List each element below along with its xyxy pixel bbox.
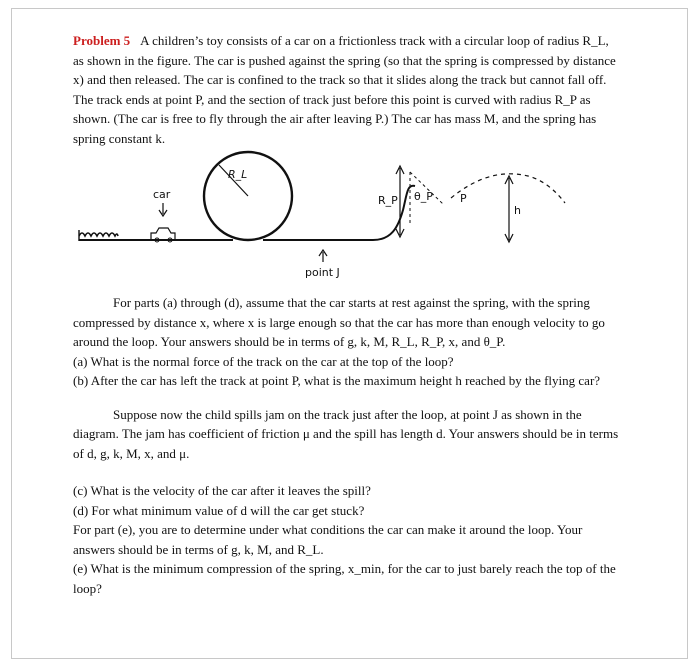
car-drawing [151,228,175,239]
parts-ad-intro: For parts (a) through (d), assume that the car starts at rest against the spring, with the spring compressed by distance x, where x is large enough so that the car has more than enough velocity to go around the loop. Your answers should be in terms of g, k, M, R_L, R_P, x, and θ_P. [73,295,605,349]
track-figure [73,148,621,293]
problem-intro-text: A children’s toy consists of a car on a frictionless track with a circular loop of radius R_L, as shown in the figure. The car is pushed against the spring (so that the spring is compressed by distance x) and then released. The car is confined to the track so that it slides along the track but cannot fall off. The track ends at point P, and the section of track just before this point is curved with radius R_P as shown. (The car is free to fly through the air after leaving P.) The car has mass M, and the spring has spring constant k. [73,33,616,146]
point-p-label: P [460,192,467,205]
part-c: (c) What is the velocity of the car after it leaves the spill? [73,483,371,498]
part-b: (b) After the car has left the track at point P, what is the maximum height h reached by the flying car? [73,373,601,388]
point-j-label: point J [305,266,340,279]
part-e-intro: For part (e), you are to determine under what conditions the car can make it around the loop. Your answers should be in terms of g, k, M, and R_L. [73,522,583,557]
track-diagram [73,148,621,293]
part-a: (a) What is the normal force of the track on the car at the top of the loop? [73,353,454,369]
problem-label: Problem 5 [73,33,131,48]
part-e: (e) What is the minimum compression of the spring, x_min, for the car to just barely reach the top of the loop? [73,561,616,596]
problem-content [73,31,621,598]
theta-p-label: θ_P [414,190,433,203]
spring-drawing [79,233,118,236]
height-label: h [514,204,521,217]
car-label: car [153,188,171,201]
loop-radius-label: R_L [228,168,248,181]
rp-label: R_P [378,194,398,207]
spill-intro: Suppose now the child spills jam on the track just after the loop, at point J as shown in the diagram. The jam has coefficient of friction μ and the spill has length d. Your answers should be in terms of d, g, k, M, x, and μ. [73,406,619,461]
problem-intro [73,31,621,148]
part-d: (d) For what minimum value of d will the car get stuck? [73,502,365,518]
